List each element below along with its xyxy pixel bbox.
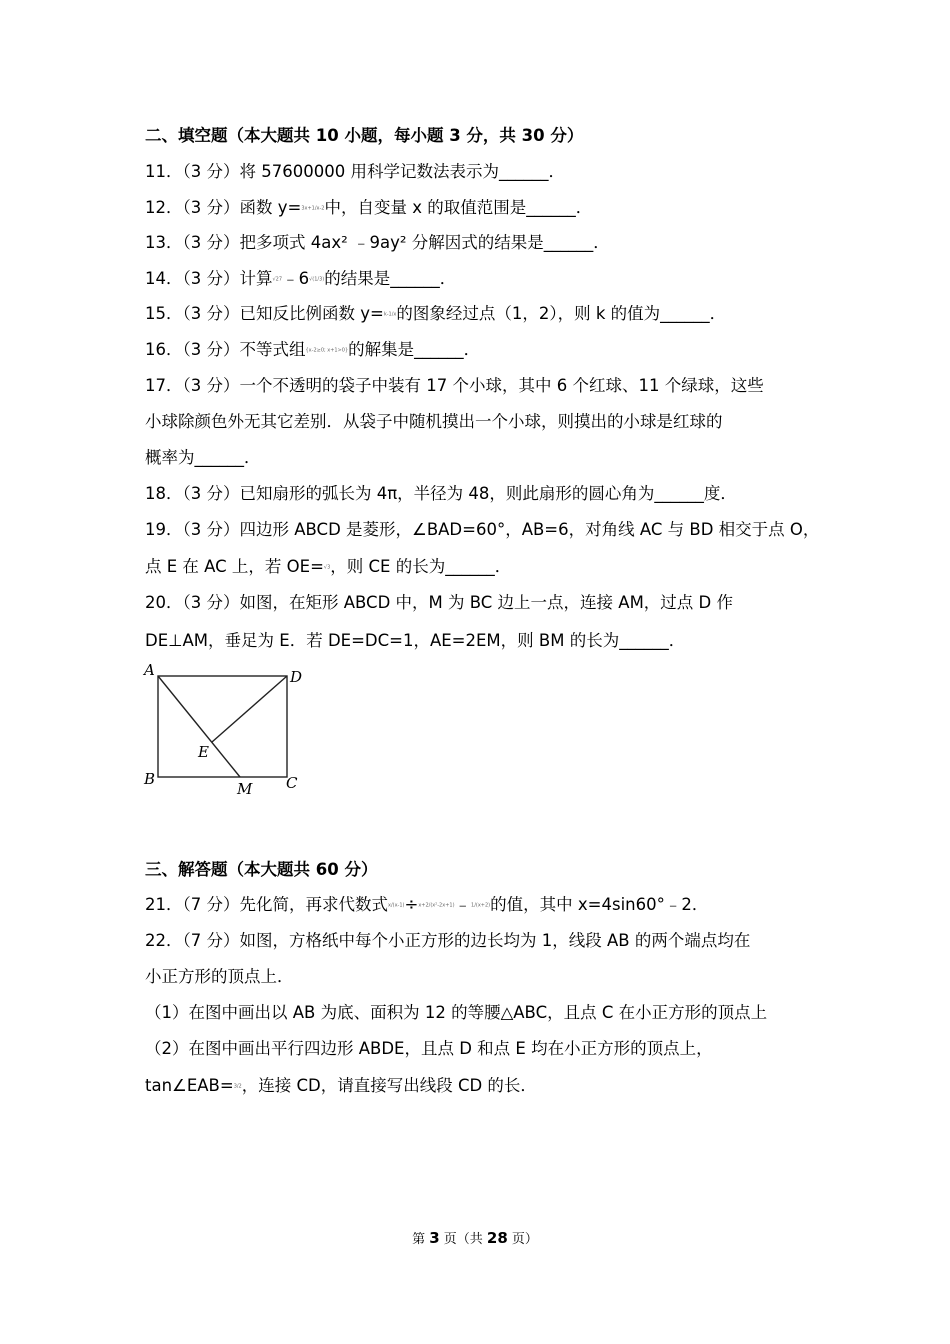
rectangle-abcd bbox=[158, 676, 287, 777]
question-17-line-1: 17．（3 分）一个不透明的袋子中装有 17 个小球，其中 6 个红球、11 个绿球，这些 bbox=[145, 376, 764, 395]
question-20-line-1: 20．（3 分）如图，在矩形 ABCD 中，M 为 BC 边上一点，连接 AM，过点 D 作 bbox=[145, 593, 734, 612]
page-number: 3 bbox=[429, 1229, 440, 1247]
section-2-title: 二、填空题（本大题共 10 小题，每小题 3 分，共 30 分） bbox=[145, 126, 584, 145]
q14-radical-1: √27 bbox=[272, 276, 283, 283]
label-a: A bbox=[144, 661, 155, 679]
question-17-line-3: 概率为______． bbox=[145, 448, 261, 467]
label-m: M bbox=[237, 780, 253, 798]
label-d: D bbox=[290, 668, 303, 686]
question-14: 14．（3 分）计算√27﹣6√(1/3)的结果是______． bbox=[145, 269, 457, 288]
question-12: 12．（3 分）函数 y=3x+1/x-2中，自变量 x 的取值范围是______． bbox=[145, 198, 593, 217]
section-3-title: 三、解答题（本大题共 60 分） bbox=[145, 860, 378, 879]
q22-fraction: 3/2 bbox=[233, 1083, 242, 1090]
question-19-line-2: 点 E 在 AC 上，若 OE=√3，则 CE 的长为______． bbox=[145, 557, 512, 576]
question-11: 11．（3 分）将 57600000 用科学记数法表示为______． bbox=[145, 162, 565, 181]
question-22-part-2: （2）在图中画出平行四边形 ABDE，且点 D 和点 E 均在小正方形的顶点上， bbox=[145, 1039, 713, 1058]
question-15: 15．（3 分）已知反比例函数 y=k-1/x的图象经过点（1，2），则 k 的值为______． bbox=[145, 304, 727, 323]
segment-de bbox=[212, 676, 287, 742]
q21-fraction-1: x/(x-1) bbox=[388, 902, 405, 909]
segment-am bbox=[158, 676, 240, 777]
question-22-line-1: 22．（7 分）如图，方格纸中每个小正方形的边长均为 1，线段 AB 的两个端点均在 bbox=[145, 931, 751, 950]
question-22-line-5: tan∠EAB=3/2，连接 CD，请直接写出线段 CD 的长． bbox=[145, 1076, 537, 1095]
question-13: 13．（3 分）把多项式 4ax² ﹣9ay² 分解因式的结果是______． bbox=[145, 233, 610, 252]
label-c: C bbox=[286, 774, 298, 792]
q21-fraction-3: 1/(x+2) bbox=[471, 902, 491, 909]
question-19-line-1: 19．（3 分）四边形 ABCD 是菱形，∠BAD=60°，AB=6，对角线 AC 与 BD 相交于点 O， bbox=[145, 520, 820, 539]
question-22-line-2: 小正方形的顶点上． bbox=[145, 967, 294, 986]
question-16: 16．（3 分）不等式组{x-2≥0; x+1>0}的解集是______． bbox=[145, 340, 481, 359]
page-total: 28 bbox=[486, 1229, 508, 1247]
question-20-line-2: DE⊥AM，垂足为 E．若 DE=DC=1，AE=2EM，则 BM 的长为______． bbox=[145, 631, 686, 650]
q15-fraction: k-1/x bbox=[383, 311, 397, 318]
question-22-part-1: （1）在图中画出以 AB 为底、面积为 12 的等腰△ABC，且点 C 在小正方形的顶点上 bbox=[145, 1003, 768, 1022]
label-b: B bbox=[144, 770, 156, 788]
question-18: 18．（3 分）已知扇形的弧长为 4π，半径为 48，则此扇形的圆心角为______度． bbox=[145, 484, 737, 503]
q16-system: {x-2≥0; x+1>0} bbox=[305, 347, 349, 354]
q12-fraction: 3x+1/x-2 bbox=[301, 205, 325, 212]
q19-radical: √3 bbox=[323, 564, 331, 571]
q14-radical-2: √(1/3) bbox=[309, 276, 325, 283]
rectangle-figure bbox=[140, 660, 320, 802]
question-21: 21．（7 分）先化简，再求代数式x/(x-1)÷x+2/(x²-2x+1)﹣1/(x+2)的值，其中 x=4sin60°﹣2． bbox=[145, 895, 709, 914]
page-footer: 第 3 页（共 28 页） bbox=[412, 1229, 538, 1247]
question-17-line-2: 小球除颜色外无其它差别．从袋子中随机摸出一个小球，则摸出的小球是红球的 bbox=[145, 412, 723, 431]
q21-fraction-2: x+2/(x²-2x+1) bbox=[418, 902, 455, 909]
label-e: E bbox=[198, 743, 209, 761]
